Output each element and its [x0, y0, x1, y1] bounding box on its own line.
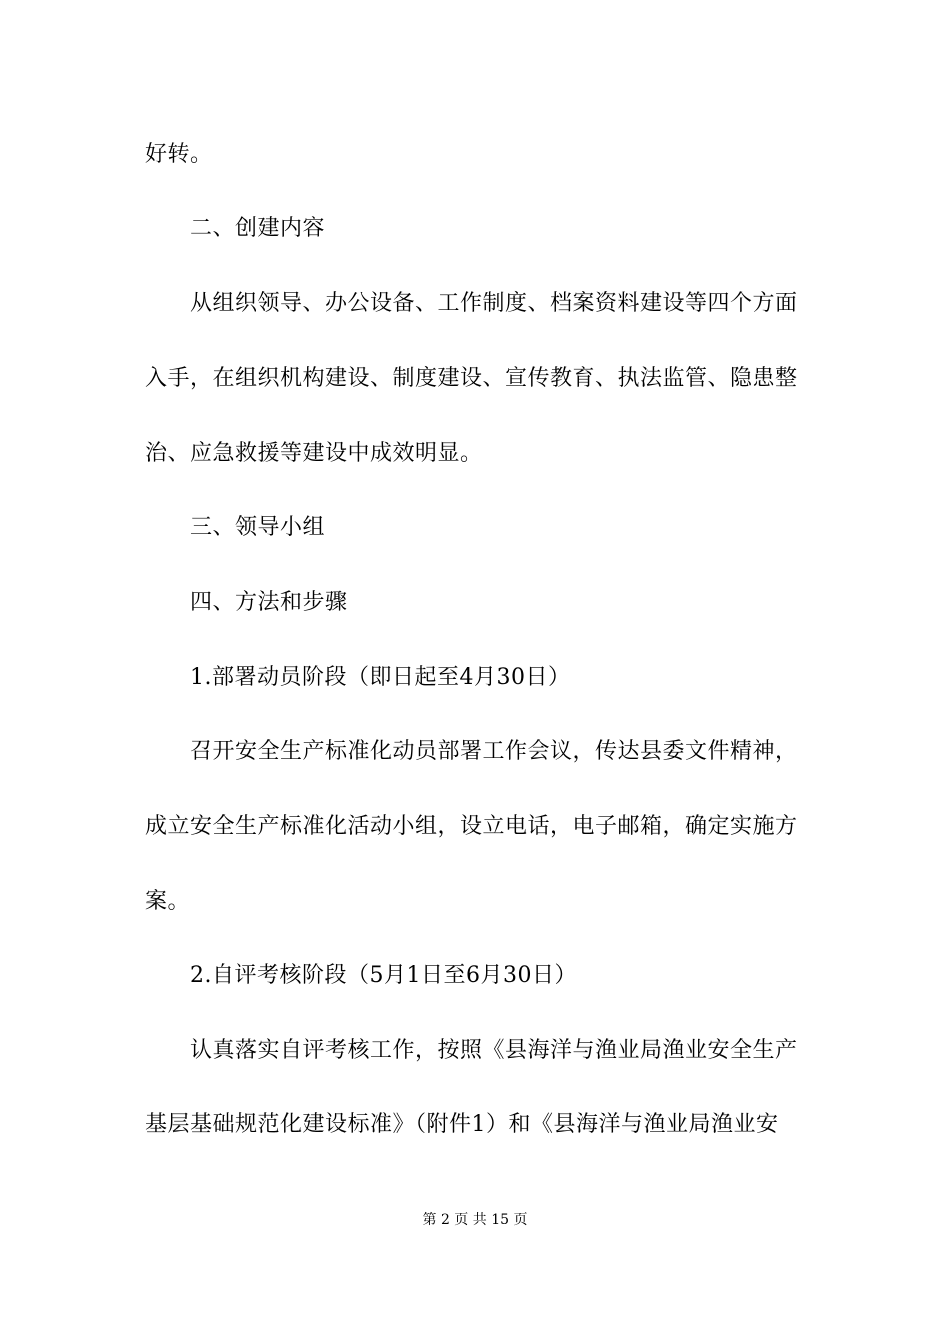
step-heading: 2.自评考核阶段（5月1日至6月30日）: [190, 963, 577, 988]
step-heading: 1.部署动员阶段（即日起至4月30日）: [190, 665, 571, 690]
paragraph-line: 入手，在组织机构建设、制度建设、宣传教育、执法监管、隐患整: [145, 366, 798, 391]
page-number-footer: 第 2 页 共 15 页: [422, 1212, 528, 1228]
body-line: 好转。: [145, 142, 213, 167]
section-heading: 四、方法和步骤: [190, 590, 348, 615]
paragraph-line: 从组织领导、办公设备、工作制度、档案资料建设等四个方面: [190, 291, 798, 316]
paragraph-line: 成立安全生产标准化活动小组，设立电话，电子邮箱，确定实施方: [145, 814, 798, 839]
paragraph-line: 召开安全生产标准化动员部署工作会议，传达县委文件精神，: [190, 739, 798, 764]
paragraph-line: 认真落实自评考核工作，按照《县海洋与渔业局渔业安全生产: [190, 1038, 798, 1063]
section-heading: 二、创建内容: [190, 216, 326, 241]
paragraph-line: 基层基础规范化建设标准》（附件1）和《县海洋与渔业局渔业安: [145, 1112, 779, 1137]
paragraph-line: 案。: [145, 889, 191, 914]
paragraph-line: 治、应急救援等建设中成效明显。: [145, 441, 483, 466]
section-heading: 三、领导小组: [190, 515, 326, 540]
